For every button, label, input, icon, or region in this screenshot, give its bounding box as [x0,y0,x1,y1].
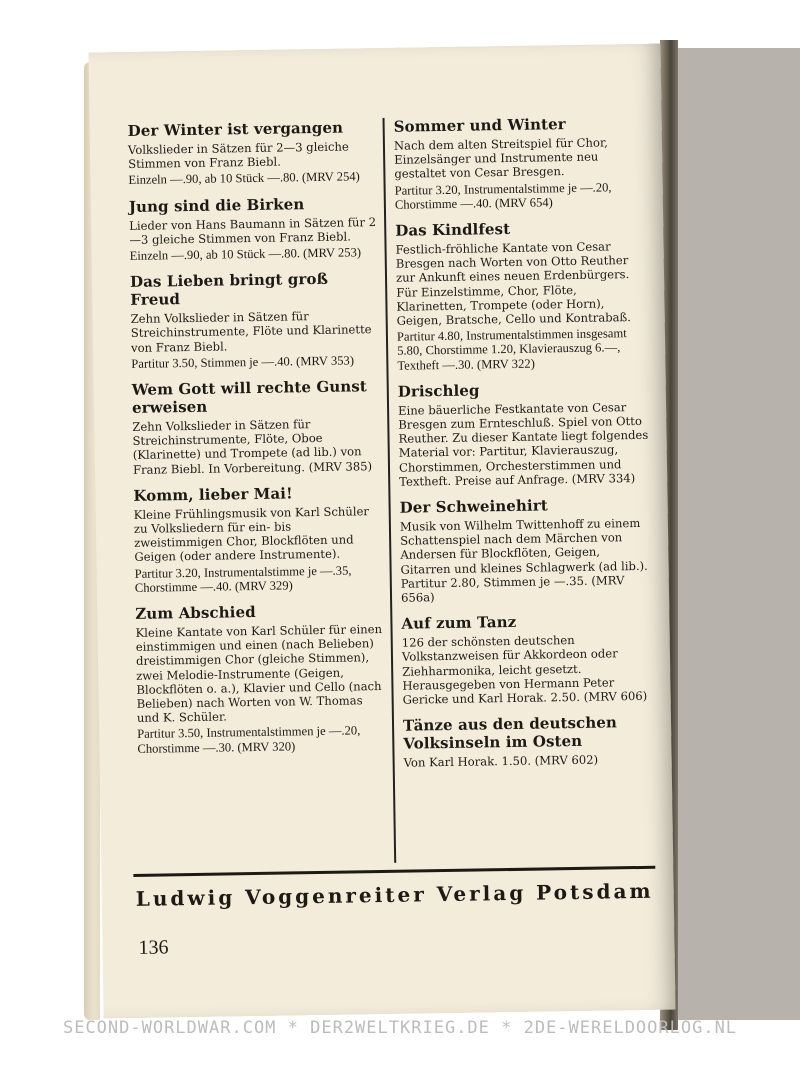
entry-price: Einzeln —.90, ab 10 Stück —.80. (MRV 254) [128,169,360,188]
entry-description: Nach dem alten Streitspiel für Chor, Einzelsänger und Instrumente neu gestaltet von Cesar Bresgen. [393,135,608,182]
catalog-entry [132,377,381,477]
entry-description: 126 der schönsten deutschen Volkstanzweisen für Akkordeon oder Ziehharmonika, leicht gesetzt. Herausgegeben von Hermann Peter Gericke und Karl Horak. 2.50. (MRV 606) [401,633,648,707]
entry-title: Der Winter ist vergangen [127,118,344,140]
publisher-imprint: Ludwig Voggenreiter Verlag Potsdam [135,878,654,911]
entry-description: Musik von Wilhelm Twittenhoff zu einem Schattenspiel nach dem Märchen von Andersen für Blockflöten, Geigen, Gitarren und kleines Schlagwerk (ad lib.). Partitur 2.80, Stimmen je —.35. (MRV 656a) [399,516,648,605]
entry-description: Kleine Kantate von Karl Schüler für einen einstimmigen und einen (nach Belieben) dreistimmigen Chor (gleiche Stimmen), zwei Melodie-Instrumente (Geigen, Blockflöten o. a.), Klavier und Cello (nach Belieben) nach Worten von W. Thomas und K. Schüler. [135,622,383,726]
catalog-entry [133,483,383,595]
catalog-page [88,44,675,1019]
left-column [128,118,386,766]
entry-description: Eine bäuerliche Festkantate von Cesar Bresgen zum Ernteschluß. Spiel von Otto Reuther. Zu dieser Kantate liegt folgendes Material vor: Partitur, Klavierauszug, Chorstimmen, Orchesterstimmen und Textheft. Preise auf Anfrage. (MRV 334) [398,399,649,489]
entry-description: Zehn Volkslieder in Sätzen für Streichinstrumente, Flöte, Oboe (Klarinette) und Trompete (ad lib.) von Franz Biebl. In Vorbereitung. (MRV 385) [132,417,373,477]
entry-title: Sommer und Winter [393,115,566,136]
entry-title: Der Schweinehirt [399,496,548,517]
entry-title: Zum Abschied [135,603,256,623]
catalog-entry [130,269,380,371]
right-column [394,114,654,780]
catalog-entry [128,118,377,187]
entry-price: Partitur 3.50, Stimmen je —.40. (MRV 353) [131,353,355,371]
entry-price: Partitur 3.20, Instrumentalstimme je —.35, Chorstimme —.40. (MRV 329) [134,563,352,595]
entry-description: Von Karl Horak. 1.50. (MRV 602) [403,752,599,770]
page-number: 136 [138,936,169,959]
entry-description: Zehn Volkslieder in Sätzen für Streichinstrumente, Flöte und Klarinette von Franz Biebl. [130,309,372,355]
entry-title: Komm, lieber Mai! [133,484,293,505]
entry-title: Drischleg [397,381,480,401]
catalog-entry [394,114,645,212]
entry-title: Auf zum Tanz [401,613,517,633]
back-cover [672,48,800,1020]
watermark: SECOND-WORLDWAR.COM * DER2WELTKRIEG.DE * 2DE-WERELDOORLOG.NL [62,1018,738,1038]
entry-title: Wem Gott will rechte Gunst erweisen [131,377,368,417]
entry-price: Partitur 4.80, Instrumentalstimmen insgesamt 5.80, Chorstimme 1.20, Klavierauszug 6.—, Textheft —.30. (MRV 322) [396,326,627,373]
catalog-entry [399,495,651,605]
footer-rule [133,866,655,877]
entry-price: Partitur 3.50, Instrumentalstimmen je —.20, Chorstimme —.30. (MRV 320) [137,723,361,756]
catalog-entry [403,713,654,770]
catalog-entry [135,601,385,756]
catalog-entry [398,379,650,489]
entry-price: Einzeln —.90, ab 10 Stück —.80. (MRV 253) [129,245,362,263]
entry-title: Das Lieben bringt groß Freud [129,270,329,310]
entry-description: Kleine Frühlingsmusik von Karl Schüler zu Volksliedern für ein- bis zweistimmigen Chor, Blockflöten und Geigen (oder andere Instrumente). [133,504,370,565]
entry-description: Festlich-fröhliche Kantate von Cesar Bresgen nach Worten von Otto Reuther zur Ankunft eines neuen Erdenbürgers. Für Einzelstimme, Chor, Flöte, Klarinetten, Trompete (oder Horn), Geigen, Bratsche, Cello und Kontrabaß. [395,239,632,328]
catalog-entry [129,194,378,263]
entry-price: Partitur 3.20, Instrumentalstimme je —.20, Chorstimme —.40. (MRV 654) [394,179,612,212]
catalog-entry [395,218,647,373]
entry-title: Tänze aus den deutschen Volksinseln im Osten [402,713,618,753]
catalog-entry [401,611,652,707]
entry-title: Jung sind die Birken [128,194,305,216]
entry-title: Das Kindlfest [395,219,511,240]
entry-description: Lieder von Hans Baumann in Sätzen für 2—3 gleiche Stimmen von Franz Biebl. [129,214,377,247]
entry-description: Volkslieder in Sätzen für 2—3 gleiche Stimmen von Franz Biebl. [127,139,349,172]
